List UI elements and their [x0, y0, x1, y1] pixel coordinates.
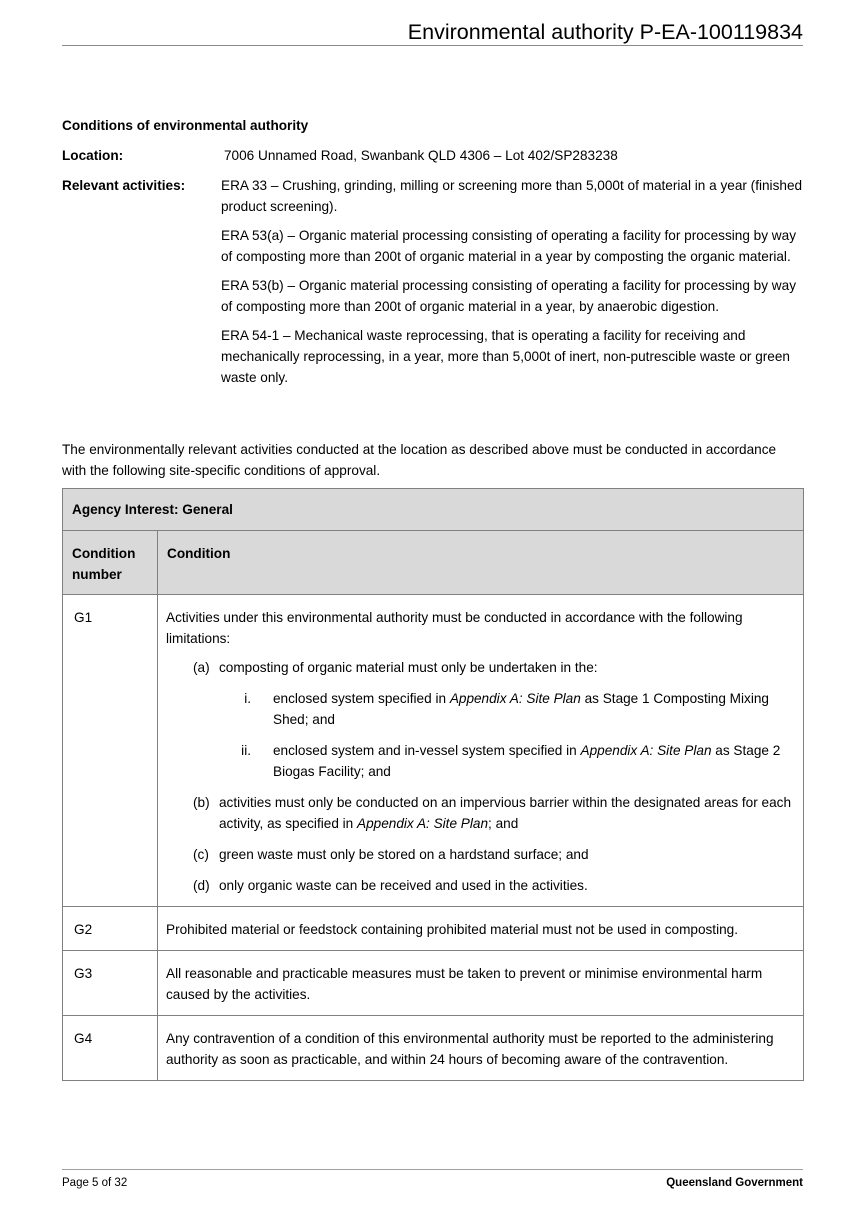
activity-item: ERA 33 – Crushing, grinding, milling or screening more than 5,000t of material in a year (finished product screening).	[221, 178, 803, 214]
activity-item: ERA 53(b) – Organic material processing consisting of operating a facility for processing by way of composting more than 200t of organic material in a year, by anaerobic digestion.	[221, 278, 796, 314]
list-item	[166, 875, 795, 896]
list-item-text: only organic waste can be received and used in the activities.	[219, 878, 588, 893]
condition-text: Prohibited material or feedstock containing prohibited material must not be used in composting.	[158, 907, 804, 951]
list-item-text-part: enclosed system and in-vessel system specified in	[273, 743, 581, 758]
footer-divider	[62, 1169, 803, 1170]
list-marker: (b)	[193, 795, 210, 810]
condition-header: Condition	[158, 531, 804, 595]
relevant-activities-label: Relevant activities:	[62, 178, 186, 193]
condition-text: All reasonable and practicable measures must be taken to prevent or minimise environmental harm caused by the activities.	[158, 951, 804, 1016]
activity-item: ERA 53(a) – Organic material processing consisting of operating a facility for processing by way of composting more than 200t of organic material in a year by composting the organic material.	[221, 228, 796, 264]
list-item-text-part: ; and	[488, 816, 519, 831]
location-label: Location:	[62, 148, 124, 163]
list-item-text: composting of organic material must only be undertaken in the:	[219, 660, 598, 675]
list-item	[166, 844, 795, 865]
table-row	[63, 1016, 804, 1081]
list-marker: i.	[244, 691, 251, 706]
list-item-text-part: as Stage 1 Composting Mixing Shed; and	[273, 691, 769, 727]
table-row	[63, 951, 804, 1016]
table-row	[63, 595, 804, 907]
condition-lead: Activities under this environmental authority must be conducted in accordance with the following limitations:	[166, 610, 743, 646]
condition-text: Any contravention of a condition of this environmental authority must be reported to the administering authority as soon as practicable, and within 24 hours of becoming aware of the contravention.	[158, 1016, 804, 1081]
header-divider	[62, 45, 803, 46]
condition-number-header: Condition number	[63, 531, 158, 595]
conditions-table	[62, 488, 804, 1081]
list-item	[166, 688, 795, 730]
list-item-text-part: activities must only be conducted on an impervious barrier within the designated areas for each activity, as specified in	[219, 795, 792, 831]
activity-item: ERA 54-1 – Mechanical waste reprocessing, that is operating a facility for receiving and mechanically reprocessing, in a year, more than 5,000t of inert, non-putrescible waste or green waste only.	[221, 328, 790, 385]
list-item-text-part: as Stage 2 Biogas Facility; and	[273, 743, 781, 779]
table-row	[63, 907, 804, 951]
list-marker: (d)	[193, 878, 210, 893]
relevant-activities-list	[221, 175, 803, 396]
section-heading: Conditions of environmental authority	[62, 118, 309, 133]
list-item-text: green waste must only be stored on a hardstand surface; and	[219, 847, 589, 862]
publisher-name: Queensland Government	[666, 1177, 803, 1189]
location-value: 7006 Unnamed Road, Swanbank QLD 4306 – Lot 402/SP283238	[224, 148, 618, 163]
agency-interest-heading: Agency Interest: General	[63, 489, 804, 531]
condition-number: G3	[63, 951, 158, 1016]
intro-paragraph: The environmentally relevant activities conducted at the location as described above must be conducted in accordance with the following site-specific conditions of approval.	[62, 442, 777, 478]
table-header-row	[63, 531, 804, 595]
list-item	[166, 792, 795, 834]
table-band-row	[63, 489, 804, 531]
condition-text	[158, 595, 804, 907]
document-header-title: Environmental authority P-EA-100119834	[407, 20, 803, 44]
list-item-text-part: enclosed system specified in	[273, 691, 450, 706]
limitations-list	[166, 657, 795, 896]
list-item	[166, 740, 795, 782]
list-marker: ii.	[241, 743, 251, 758]
list-marker: (a)	[193, 660, 210, 675]
appendix-reference: Appendix A: Site Plan	[580, 743, 712, 758]
appendix-reference: Appendix A: Site Plan	[357, 816, 489, 831]
condition-number: G1	[63, 595, 158, 907]
condition-number: G4	[63, 1016, 158, 1081]
appendix-reference: Appendix A: Site Plan	[449, 691, 581, 706]
page-number: Page 5 of 32	[62, 1177, 128, 1189]
list-item	[166, 657, 795, 782]
list-marker: (c)	[193, 847, 209, 862]
condition-number: G2	[63, 907, 158, 951]
